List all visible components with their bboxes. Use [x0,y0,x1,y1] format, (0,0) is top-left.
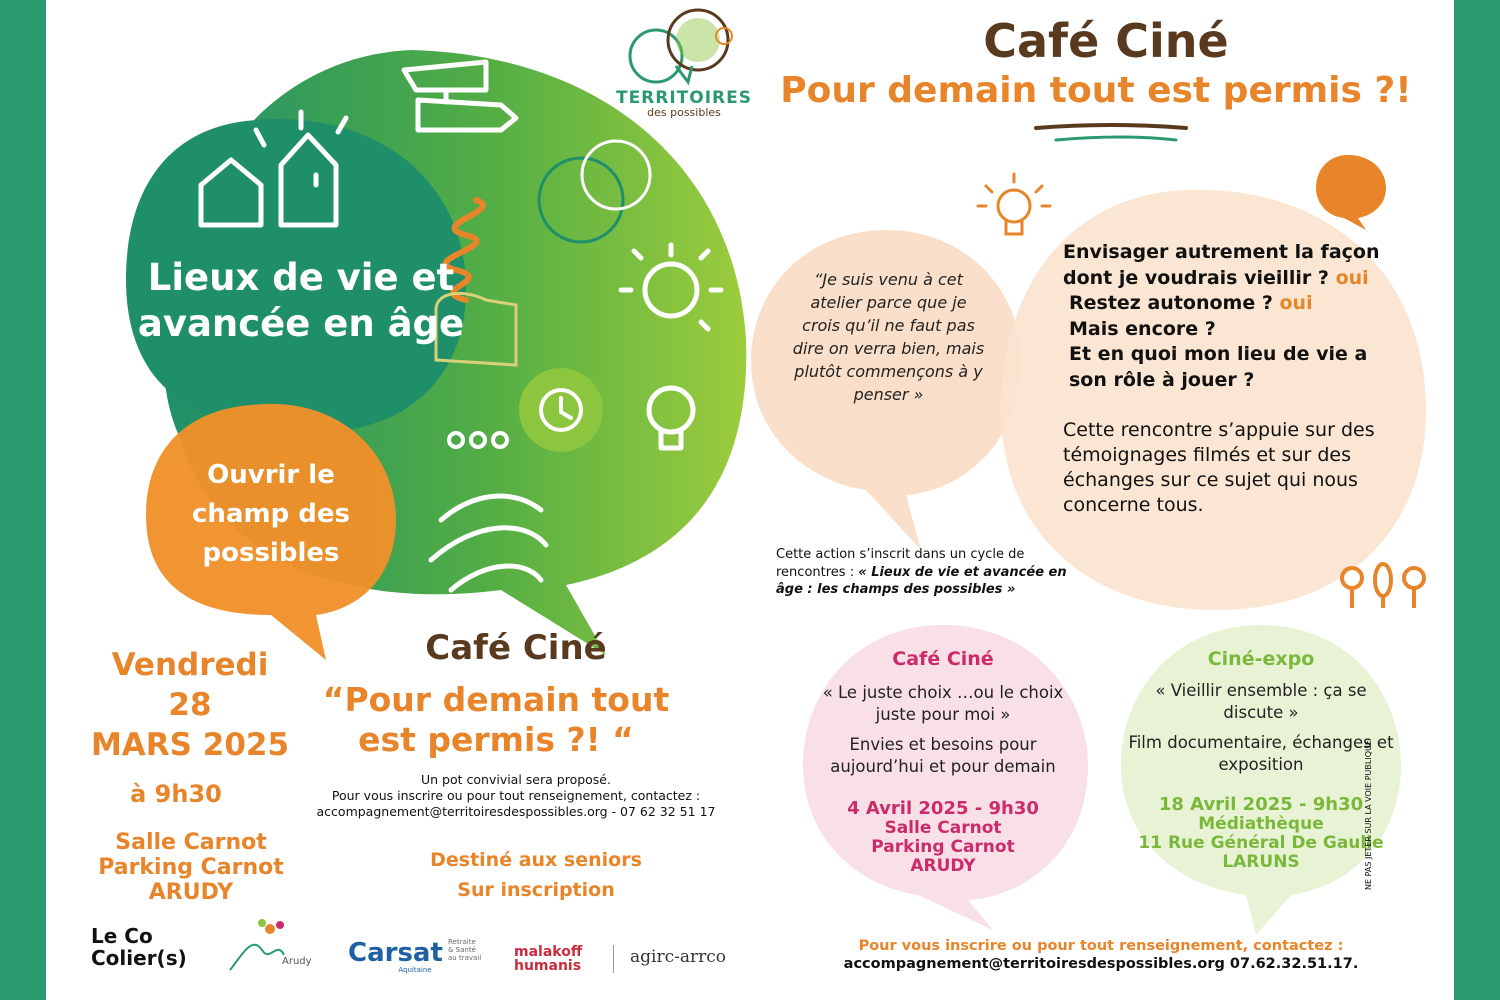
description: Cette rencontre s’appuie sur des témoignages filmés et sur des échanges sur ce sujet qui nous concerne tous. [1063,419,1375,516]
question-2: Restez autonome ? oui [1069,292,1313,314]
contact-line2: accompagnement@territoiresdespossibles.org 07.62.32.51.17. [843,956,1359,972]
left-event-subtitle: “Pour demain tout est permis ?! “ [322,680,670,759]
info-line2: Pour vous inscrire ou pour tout renseignement, contactez : [331,788,701,803]
event1-title: « Le juste choix …ou le choix juste pour moi » [822,683,1064,724]
flyer-page [46,0,1454,1000]
title-underline [1026,118,1196,148]
territoires-logo-icon [626,6,746,90]
info-line1: Un pot convivial sera proposé. [421,772,611,787]
territoires-logo [614,88,754,119]
logo-line1: TERRITOIRES [615,88,753,108]
questions-block [1063,240,1393,393]
carsat-region: Aquitaine [398,966,432,974]
date-number: 28 [168,687,212,723]
side-note: NE PAS JETER SUR LA VOIE PUBLIQUE [1364,740,1373,890]
orange-bubble-text: Ouvrir le champ des possibles [192,460,350,568]
event1-details [808,648,1078,876]
contact-line1: Pour vous inscrire ou pour tout renseignement, contactez : [858,938,1344,954]
right-subtitle: Pour demain tout est permis ?! [780,70,1412,111]
partner-logo-lecocolier: Le Co Colier(s) [91,924,187,970]
malakoff-text: malakoff humanis [514,944,583,974]
info-line3: accompagnement@territoiresdespossibles.org - 07 62 32 51 17 [316,804,716,819]
venue-line3: ARUDY [148,880,234,905]
left-info [281,772,751,820]
main-bubble-title: Lieux de vie et avancée en âge [137,256,465,345]
cycle-text: Cette action s’inscrit dans un cycle de rencontres : [776,547,1025,580]
partner-logo-arudy: Arudy [282,956,312,967]
question-1: Envisager autrement la façon dont je voudrais vieillir ? oui [1063,241,1380,289]
audience [406,845,666,905]
left-event-title: Café Ciné [425,628,607,668]
event2-desc: Film documentaire, échanges et exposition [1128,733,1394,774]
contact-footer [786,938,1416,972]
event1-place: Salle Carnot Parking Carnot ARUDY [871,818,1015,876]
partner-logo-agirc-arrco: agirc-arrco [630,947,726,967]
event2-details [1126,648,1396,872]
answer-1: oui [1335,266,1369,289]
logo-line2: des possibles [647,106,721,119]
carsat-name: Carsat [348,938,443,968]
partner-logo-arudy-icon [222,915,312,985]
cycle-info [776,546,1076,599]
date-month-year: MARS 2025 [90,727,290,763]
event1-desc: Envies et besoins pour aujourd’hui et pour demain [830,735,1056,776]
event1-type: Café Ciné [892,648,994,670]
cycle-name: « Lieux de vie et avancée en âge : les champs des possibles » [776,564,1067,597]
venue [76,830,306,905]
date-day: Vendredi [111,647,269,683]
partner-divider [613,945,614,973]
audience-line2: Sur inscription [457,879,615,901]
testimonial-quote: “Je suis venu à cet atelier parce que je crois qu’il ne faut pas dire on verra bien, mais plutôt commençons à y penser » [792,270,985,404]
question-4: Et en quoi mon lieu de vie a son rôle à jouer ? [1069,343,1368,391]
event2-title: « Vieillir ensemble : ça se discute » [1155,681,1367,722]
audience-line1: Destiné aux seniors [430,849,642,871]
answer-2: oui [1279,292,1313,314]
right-title: Café Ciné [983,14,1229,68]
event2-date: 18 Avril 2025 - 9h30 [1158,794,1364,815]
event2-type: Ciné-expo [1207,648,1315,670]
question-3: Mais encore ? [1069,317,1216,340]
event2-place: Médiathèque 11 Rue Général De Gaulle LARUNS [1138,814,1384,872]
venue-line2: Parking Carnot [98,855,284,880]
event1-date: 4 Avril 2025 - 9h30 [847,798,1039,819]
event-date [60,645,320,765]
carsat-sub: Retraite & Santé au travail [448,938,482,962]
event-time: à 9h30 [130,780,222,808]
partner-logo-malakoff [514,945,609,973]
partner-logo-carsat [348,938,482,974]
venue-line1: Salle Carnot [115,830,267,855]
